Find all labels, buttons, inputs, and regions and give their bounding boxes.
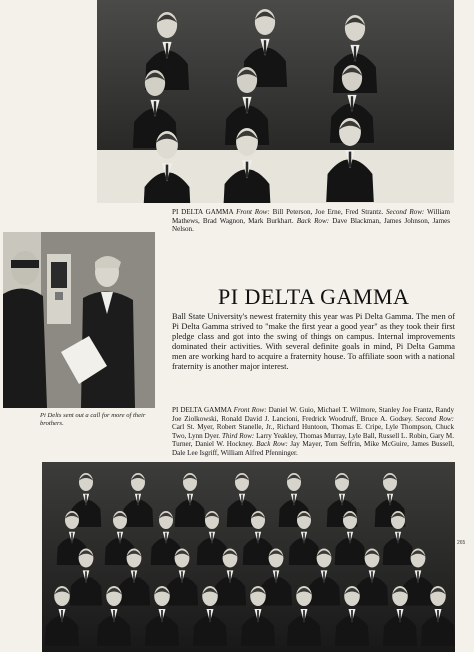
third-row-names: Larry Yeakley, Thomas Murray, Lyle Ball, Russell L. Robin, Gary M. Turner, Daniel W. Hockney.	[172, 431, 454, 449]
back-row-label: Back Row:	[296, 216, 330, 225]
front-row-label: Front Row:	[233, 406, 267, 414]
top-group-photo	[97, 0, 454, 203]
front-row-label: Front Row:	[236, 208, 270, 216]
intro-paragraph: Ball State University's newest fraternity this year was Pi Delta Gamma. The men of Pi Delta Gamma strived to "make the first year a good year" as they took their first pledge class and got into the swing of things on campus. Internal improvements dominated their activities. With several definite goals in mind, Pi Delta Gamma men are working hard to acquire a fraternity house. To affiliate soon with a national fraternity is another major interest.	[172, 312, 455, 371]
page-title: PI DELTA GAMMA	[218, 284, 410, 309]
second-row-label: Second Row:	[415, 414, 454, 423]
bottom-photo-caption	[172, 406, 454, 458]
back-row-names: Dave Blackman, James Johnson, James Nelson.	[172, 216, 450, 234]
telephone-photo-caption: Pi Delts sent out a call for more of their brothers.	[40, 412, 146, 427]
caption-lead: PI DELTA GAMMA	[172, 208, 234, 216]
top-photo-caption	[172, 208, 450, 234]
second-row-label: Second Row:	[386, 208, 425, 216]
back-row-label: Back Row:	[256, 440, 288, 449]
third-row-label: Third Row:	[221, 431, 255, 440]
caption-lead: PI DELTA GAMMA	[172, 406, 232, 414]
front-row-names: Daniel W. Guio, Michael T. Wilmore, Stanley Joe Frantz, Randy Joe Ziolkowski, Ronald David J. Lancioni, Fredrick Woodruff, Bruce A. Godsey.	[172, 406, 454, 423]
bottom-group-photo	[42, 462, 455, 652]
back-row-names: Jay Mayer, Tom Seffrin, Mike McGuire, James Bussell, Dale Lee Isgriff, William Alfred Pfenninger.	[172, 440, 454, 457]
telephone-photo	[3, 232, 155, 408]
page-number: 265	[457, 540, 466, 546]
second-row-names: William Mathews, Brad Wagnon, Mark Burkhart.	[172, 208, 450, 225]
front-row-names: Bill Peterson, Joe Erne, Fred Strantz.	[272, 208, 384, 216]
second-row-names: Carl St. Myer, Robert Stanelle, Jr., Richard Huntoon, Thomas E. Cripe, Lyle Thompson, Chuck Two, Lynn Dyer.	[172, 423, 454, 440]
